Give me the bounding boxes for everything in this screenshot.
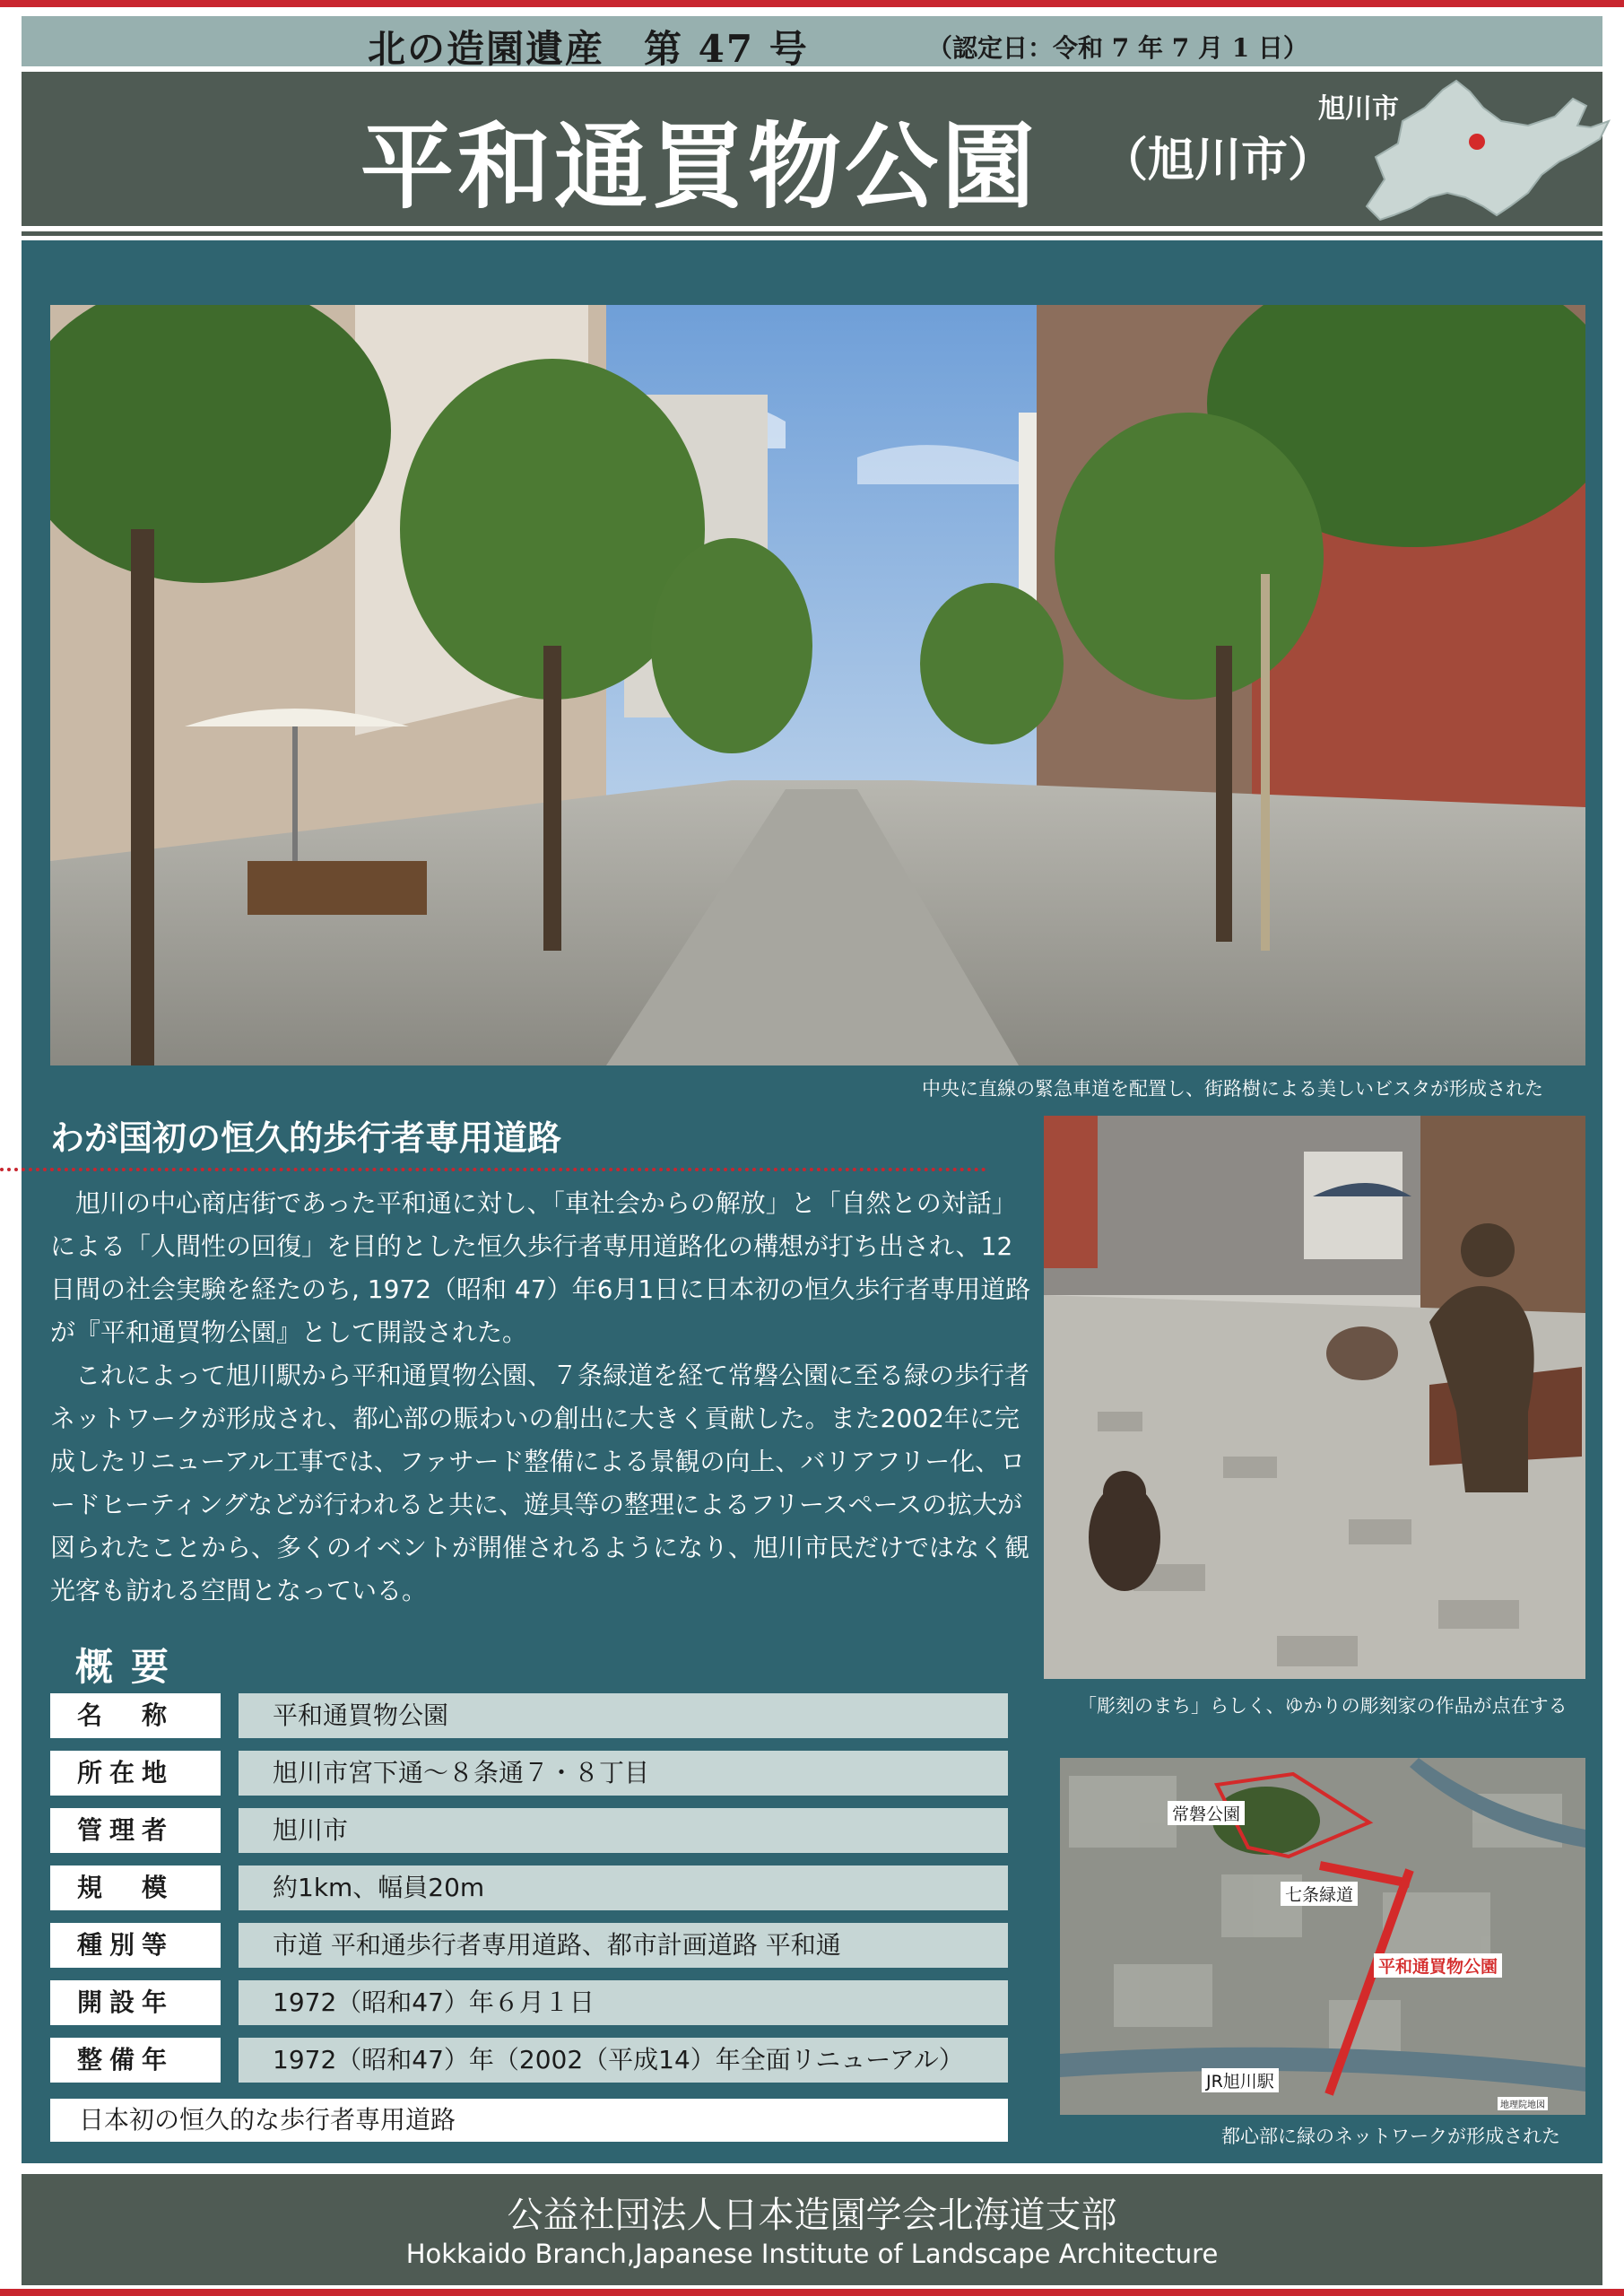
- map-credit: 地理院地図: [1498, 2097, 1548, 2110]
- map-label-green-road: 七条緑道: [1281, 1882, 1358, 1906]
- overview-row-renovated: [50, 2038, 1008, 2083]
- map-label-park: 常磐公園: [1168, 1801, 1245, 1825]
- title-band: [22, 72, 1602, 226]
- row-label: 名 称: [50, 1693, 221, 1738]
- overview-row-manager: [50, 1808, 1008, 1853]
- overview-title: 概要: [75, 1645, 187, 1689]
- page-title: 平和通買物公園: [360, 111, 1039, 222]
- map-label-station: JR旭川駅: [1202, 2068, 1279, 2092]
- footer: [22, 2174, 1602, 2285]
- overview-row-location: [50, 1751, 1008, 1796]
- aerial-map: [1060, 1758, 1585, 2115]
- sculpture-photo-caption: 「彫刻のまち」らしく、ゆかりの彫刻家の作品が点在する: [1078, 1695, 1568, 1717]
- article-paragraph-2: これによって旭川駅から平和通買物公園、７条緑道を経て常磐公園に至る緑の歩行者ネットワークが形成され、都心部の賑わいの創出に大きく貢献した。また2002年に完成したリニューアル工事では、ファサード整備による景観の向上、バリアフリー化、ロードヒーティングなどが行われると共に、遊具等の整理によるフリースペースの拡大が図られたことから、多くのイベントが開催されるようになり、旭川市民だけではなく観光客も訪れる空間となっている。: [50, 1361, 1030, 1605]
- row-label: 管理者: [50, 1808, 221, 1853]
- overview-note: 日本初の恒久的な歩行者専用道路: [50, 2099, 1008, 2142]
- top-red-border: [0, 0, 1624, 7]
- header-rule: [22, 231, 1602, 236]
- map-city-label: 旭川市: [1318, 93, 1399, 125]
- article-heading: わが国初の恒久的歩行者専用道路: [50, 1118, 562, 1158]
- article-body: [50, 1182, 1033, 1613]
- row-label: 規 模: [50, 1866, 221, 1910]
- series-number: 北の造園遺産 第 47 号: [368, 27, 809, 71]
- footer-organization-en: Hokkaido Branch,Japanese Institute of Landscape Architecture: [405, 2239, 1219, 2269]
- dotted-divider: [0, 1168, 986, 1171]
- row-value: 1972（昭和47）年（2002（平成14）年全面リニューアル）: [239, 2038, 1008, 2083]
- main-photo-caption: 中央に直線の緊急車道を配置し、街路樹による美しいビスタが形成された: [922, 1078, 1543, 1100]
- page-subtitle: （旭川市）: [1101, 133, 1335, 187]
- footer-organization: 公益社団法人日本造園学会北海道支部: [507, 2195, 1117, 2236]
- overview-table: [50, 1693, 1008, 2095]
- main-street-photo: [50, 305, 1585, 1065]
- overview-row-type: [50, 1923, 1008, 1968]
- certification-date: （認定日：令和 7 年 7 月 1 日）: [927, 33, 1308, 63]
- row-value: 旭川市宮下通～８条通７・８丁目: [239, 1751, 1008, 1796]
- series-band: [22, 16, 1602, 71]
- article-paragraph-1: 旭川の中心商店街であった平和通に対し、「車社会からの解放」と「自然との対話」による「人間性の回復」を目的とした恒久歩行者専用道路化の構想が打ち出され、12日間の社会実験を経たのち, 1972（昭和 47）年6月1日に日本初の恒久歩行者専用道路が『平和通買物公園』として開設された。: [50, 1188, 1031, 1347]
- map-label-mall: 平和通買物公園: [1374, 1953, 1502, 1978]
- bottom-red-border: [0, 2289, 1624, 2296]
- row-value: 旭川市: [239, 1808, 1008, 1853]
- map-caption: 都心部に緑のネットワークが形成された: [1221, 2126, 1560, 2147]
- row-label: 種別等: [50, 1923, 221, 1968]
- overview-row-opened: [50, 1980, 1008, 2025]
- sculpture-photo: [1044, 1116, 1585, 1679]
- overview-row-scale: [50, 1866, 1008, 1910]
- row-value: 1972（昭和47）年６月１日: [239, 1980, 1008, 2025]
- overview-row-name: [50, 1693, 1008, 1738]
- row-value: 平和通買物公園: [239, 1693, 1008, 1738]
- row-value: 約1km、幅員20m: [239, 1866, 1008, 1910]
- row-value: 市道 平和通歩行者専用道路、都市計画道路 平和通: [239, 1923, 1008, 1968]
- row-label: 開設年: [50, 1980, 221, 2025]
- row-label: 整備年: [50, 2038, 221, 2083]
- content-panel: [22, 240, 1602, 2163]
- row-label: 所在地: [50, 1751, 221, 1796]
